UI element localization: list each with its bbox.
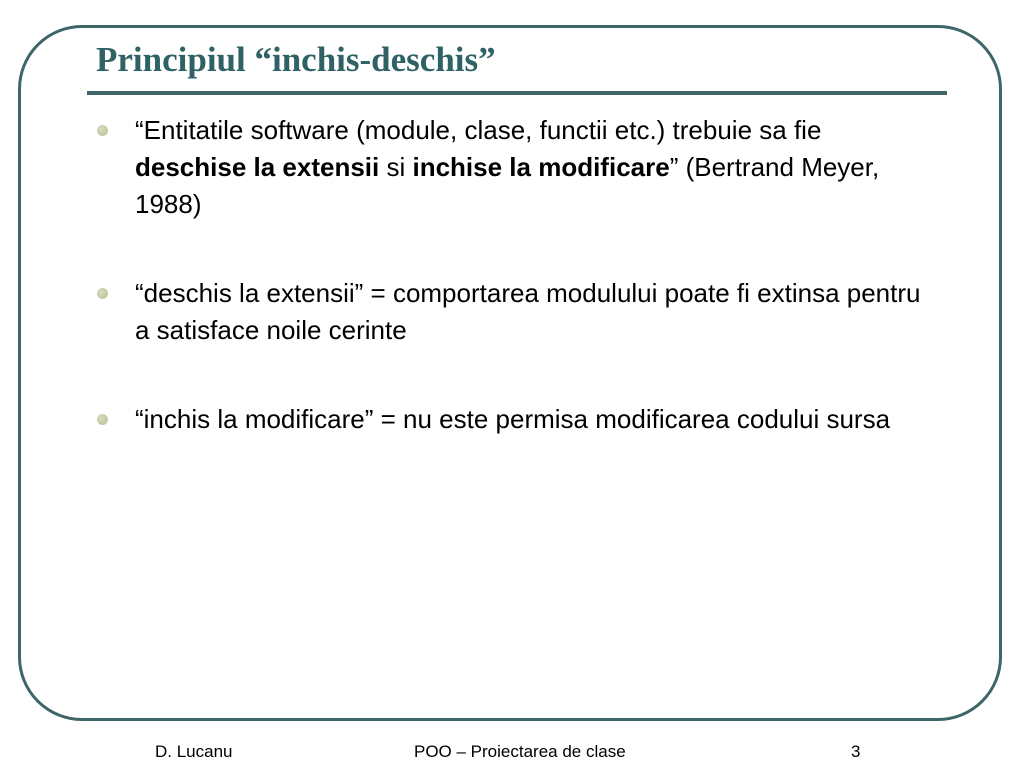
bullet-text-part: ” (Bertrand Meyer, 1988)	[135, 152, 880, 219]
footer-course-title: POO – Proiectarea de clase	[414, 742, 626, 761]
bullet-text: “deschis la extensii” = comportarea modulului poate fi extinsa pentru a satisface noile cerinte	[135, 278, 921, 345]
bullet-item-open-closed-definition	[96, 112, 926, 223]
bullet-text-part: “Entitatile software (module, clase, functii etc.) trebuie sa fie	[135, 115, 822, 145]
bullet-dot-icon	[97, 414, 108, 425]
bold-phrase-open-extension: deschise la extensii	[135, 152, 380, 182]
slide-title: Principiul “inchis-deschis”	[96, 40, 496, 79]
bullet-item-closed-for-modification	[96, 401, 926, 438]
bullet-text-part: si	[379, 152, 413, 182]
footer-page-number: 3	[851, 742, 861, 761]
bullet-dot-icon	[97, 125, 108, 136]
footer-author: D. Lucanu	[155, 742, 233, 761]
bullet-dot-icon	[97, 288, 108, 299]
bullet-text: “inchis la modificare” = nu este permisa modificarea codului sursa	[135, 404, 891, 434]
bullet-list	[96, 112, 926, 438]
bullet-item-open-for-extension	[96, 275, 926, 349]
title-underline	[87, 91, 947, 95]
bold-phrase-closed-modification: inchise la modificare	[412, 152, 670, 182]
